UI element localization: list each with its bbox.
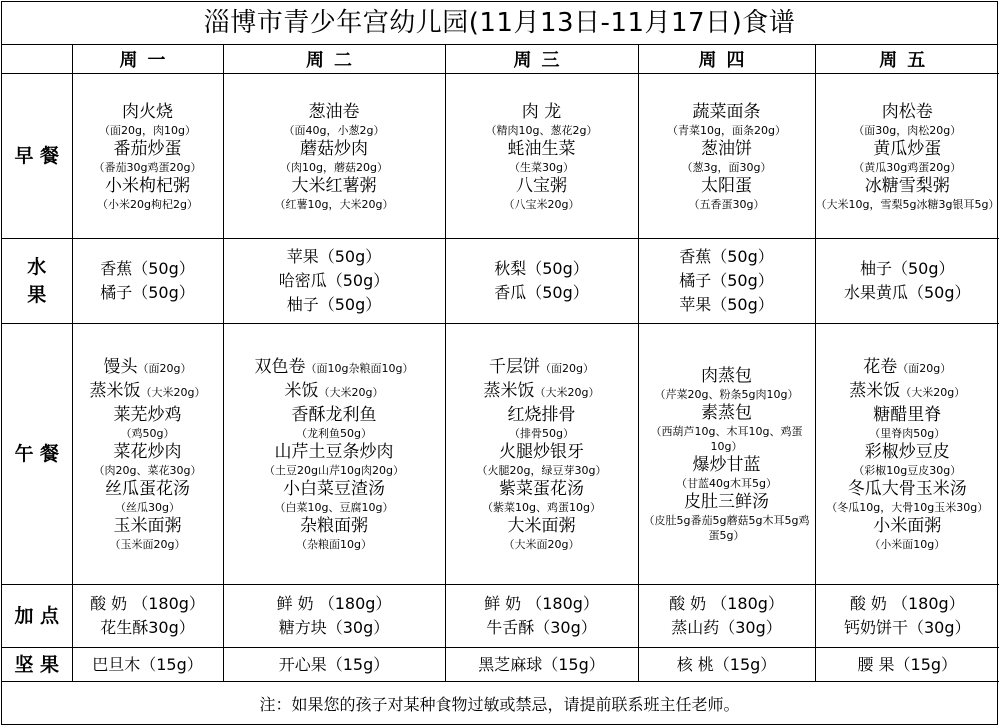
breakfast-mon — [72, 74, 223, 239]
dish-quantity: （紫菜10g、鸡蛋10g） — [482, 501, 601, 514]
dish-name: 彩椒炒豆皮 — [864, 442, 950, 462]
menu-item: 橘子（50g） — [100, 283, 195, 302]
dish-name: 葱油饼 — [701, 138, 752, 159]
menu-item: 蒸山药（30g） — [671, 618, 782, 637]
dish-quantity: （火腿20g，绿豆芽30g） — [476, 464, 607, 477]
dish-name: 大米红薯粥 — [291, 175, 377, 196]
fruit-row — [2, 239, 999, 324]
dish-quantity: （芹菜20g、粉条5g肉10g） — [654, 388, 799, 401]
menu-sheet — [1, 1, 998, 725]
menu-dish — [639, 175, 815, 197]
menu-dish — [73, 478, 223, 500]
dish-quantity: （排骨50g） — [509, 427, 574, 440]
dish-name: 莱芜炒鸡 — [113, 405, 182, 425]
menu-dish — [816, 138, 1000, 160]
menu-item: 花生酥30g） — [100, 618, 195, 637]
dish-name: 大米面粥 — [507, 516, 576, 536]
menu-dish — [816, 175, 1000, 197]
menu-dish — [816, 101, 1000, 123]
menu-dish — [73, 175, 223, 197]
breakfast-row — [2, 74, 999, 239]
menu-dish — [224, 101, 445, 123]
snack-row — [2, 585, 999, 648]
meal-label-snack: 加 点 — [2, 585, 72, 648]
nuts-mon: 巴旦木（15g） — [72, 648, 223, 682]
meal-label-breakfast: 早 餐 — [2, 74, 72, 239]
dish-quantity: （肉20g、菜花30g） — [93, 464, 202, 477]
dish-note: （大米20g） — [534, 386, 600, 399]
menu-dish — [224, 478, 445, 500]
menu-dish — [73, 101, 223, 123]
dish-quantity: （葱3g，面30g） — [681, 160, 772, 174]
dish-name: 玉米面粥 — [113, 516, 182, 536]
menu-item: 秋梨（50g） — [494, 259, 589, 278]
menu-dish — [816, 478, 1000, 500]
snack-tue — [223, 585, 445, 648]
page-title: 淄博市青少年宫幼儿园(11月13日-11月17日)食谱 — [2, 2, 997, 45]
menu-dish — [446, 515, 638, 537]
dish-name: 八宝粥 — [516, 175, 567, 196]
snack-thu — [638, 585, 815, 648]
meal-label-nuts: 坚 果 — [2, 648, 72, 682]
dish-quantity: （甘蓝40g木耳5g） — [676, 477, 777, 490]
dish-quantity: （黄瓜30g鸡蛋20g） — [853, 160, 962, 174]
menu-dish — [446, 138, 638, 160]
menu-dish — [816, 380, 1000, 404]
dish-quantity: （大米面20g） — [503, 538, 580, 551]
menu-item: 牛舌酥（30g） — [486, 618, 597, 637]
dish-name: 小米面粥 — [873, 516, 942, 536]
dish-name: 蔬菜面条 — [692, 101, 761, 122]
dish-name: 肉松卷 — [881, 101, 933, 122]
dish-quantity: （龙利鱼50g） — [296, 427, 372, 440]
menu-dish — [224, 356, 445, 380]
dish-name: 黄瓜炒蛋 — [873, 138, 942, 159]
dish-name: 肉火烧 — [122, 101, 173, 122]
dish-name: 小白菜豆渣汤 — [283, 479, 385, 499]
dish-name: 肉蒸包 — [701, 366, 752, 386]
menu-dish — [224, 380, 445, 404]
dish-name: 素蒸包 — [701, 403, 752, 423]
dish-quantity: （玉米面20g） — [109, 538, 186, 551]
dish-quantity: （彩椒10g豆皮30g） — [853, 464, 962, 477]
dish-name: 杂粮面粥 — [300, 516, 368, 536]
dish-name: 红烧排骨 — [507, 405, 576, 425]
menu-dish — [73, 441, 223, 463]
dish-name: 花卷 — [863, 357, 898, 377]
dish-quantity: （小米面10g） — [869, 538, 946, 551]
breakfast-fri — [815, 74, 999, 239]
dish-quantity: （丝瓜30g） — [115, 501, 180, 514]
menu-dish — [639, 101, 815, 123]
menu-item: 香瓜（50g） — [494, 283, 589, 302]
header-row — [2, 45, 999, 74]
fruit-thu — [638, 239, 815, 324]
menu-item: 酸 奶 （180g） — [849, 594, 965, 613]
dish-quantity: （八宝米20g） — [503, 197, 580, 211]
dish-quantity: （西葫芦10g、木耳10g、鸡蛋10g） — [650, 425, 803, 453]
meal-label-fruit: 水 果 — [2, 239, 72, 324]
corner-cell — [2, 45, 72, 74]
dish-name: 米饭 — [284, 381, 319, 401]
dish-name: 皮肚三鲜汤 — [684, 492, 769, 512]
dish-name: 山芹土豆条炒肉 — [274, 442, 394, 462]
breakfast-thu — [638, 74, 815, 239]
menu-item: 酸 奶 （180g） — [90, 594, 205, 613]
lunch-mon — [72, 324, 223, 585]
dish-quantity: （面20g，肉10g） — [99, 123, 196, 137]
fruit-tue — [223, 239, 445, 324]
dish-quantity: （鸡50g） — [120, 427, 175, 440]
dish-quantity: （红薯10g，大米20g） — [274, 197, 394, 211]
dish-quantity: （精肉10g、葱花2g） — [485, 123, 598, 137]
dish-name: 蒸米饭 — [483, 381, 535, 401]
menu-dish — [639, 454, 815, 476]
menu-dish — [446, 101, 638, 123]
menu-dish — [446, 441, 638, 463]
menu-dish — [639, 491, 815, 513]
menu-dish — [816, 441, 1000, 463]
dish-note: （大米20g） — [140, 386, 206, 399]
nuts-fri: 腰 果（15g） — [815, 648, 999, 682]
snack-mon — [72, 585, 223, 648]
menu-dish — [816, 404, 1000, 426]
menu-dish — [446, 404, 638, 426]
menu-dish — [224, 175, 445, 197]
menu-item: 水果黄瓜（50g） — [843, 283, 971, 302]
day-header-thu: 周四 — [638, 45, 815, 74]
dish-name: 太阳蛋 — [701, 175, 752, 196]
menu-dish — [446, 478, 638, 500]
dish-note: （大米20g） — [900, 386, 966, 399]
dish-name: 紫菜蛋花汤 — [499, 479, 584, 499]
dish-name: 冰糖雪梨粥 — [864, 175, 950, 196]
menu-dish — [73, 515, 223, 537]
menu-dish — [73, 356, 223, 380]
menu-item: 鲜 奶 （180g） — [276, 594, 392, 613]
dish-name: 香酥龙利鱼 — [291, 405, 377, 425]
menu-item: 鲜 奶 （180g） — [484, 594, 599, 613]
dish-name: 小米枸杞粥 — [105, 175, 190, 196]
dish-name: 蒸米饭 — [849, 381, 901, 401]
menu-dish — [73, 380, 223, 404]
menu-dish — [816, 356, 1000, 380]
menu-item: 哈密瓜（50g） — [278, 271, 390, 290]
menu-item: 酸 奶 （180g） — [669, 594, 784, 613]
menu-item: 橘子（50g） — [679, 271, 774, 290]
menu-item: 柚子（50g） — [286, 295, 382, 314]
dish-quantity: （里脊肉50g） — [869, 427, 946, 440]
menu-dish — [224, 441, 445, 463]
menu-dish — [639, 365, 815, 387]
meal-label-lunch: 午 餐 — [2, 324, 72, 585]
dish-quantity: （肉10g，蘑菇20g） — [280, 160, 388, 174]
dish-quantity: （面30g，肉松20g） — [853, 123, 962, 137]
dish-name: 番茄炒蛋 — [113, 138, 182, 159]
dish-quantity: （面40g，小葱2g） — [283, 123, 385, 137]
menu-dish — [73, 404, 223, 426]
menu-dish — [816, 515, 1000, 537]
dish-note: （面10g杂粮面10g） — [305, 362, 414, 375]
menu-dish — [224, 404, 445, 426]
dish-quantity: （青菜10g，面条20g） — [667, 123, 786, 137]
dish-name: 糖醋里脊 — [873, 405, 942, 425]
menu-dish — [446, 356, 638, 380]
dish-name: 千层饼 — [489, 357, 540, 377]
menu-item: 糖方块（30g） — [278, 618, 390, 637]
menu-item: 香蕉（50g） — [679, 247, 774, 266]
menu-dish — [224, 515, 445, 537]
snack-wed — [445, 585, 638, 648]
dish-quantity: （生菜30g） — [509, 160, 574, 174]
fruit-mon — [72, 239, 223, 324]
day-header-wed: 周三 — [445, 45, 638, 74]
dish-quantity: （皮肚5g番茄5g蘑菇5g木耳5g鸡蛋5g） — [643, 514, 810, 542]
dish-name: 双色卷 — [254, 357, 306, 377]
dish-note: （面20g） — [137, 362, 192, 375]
menu-dish — [639, 402, 815, 424]
dish-note: （面20g） — [540, 362, 594, 375]
breakfast-tue — [223, 74, 445, 239]
lunch-fri — [815, 324, 999, 585]
dish-quantity: （小米20g枸杞2g） — [97, 197, 198, 211]
lunch-wed — [445, 324, 638, 585]
menu-item: 香蕉（50g） — [100, 259, 195, 278]
dish-name: 蘑菇炒肉 — [300, 138, 368, 159]
snack-fri — [815, 585, 999, 648]
dish-quantity: （五香蛋30g） — [688, 197, 765, 211]
dish-quantity: （大米10g，雪梨5g冰糖3g银耳5g） — [815, 197, 999, 211]
dish-quantity: （白菜10g、豆腐10g） — [274, 501, 394, 514]
dish-note: （面20g） — [897, 362, 952, 375]
nuts-tue: 开心果（15g） — [223, 648, 445, 682]
day-header-tue: 周二 — [223, 45, 445, 74]
fruit-fri — [815, 239, 999, 324]
dish-name: 馒头 — [103, 357, 138, 377]
dish-name: 丝瓜蛋花汤 — [105, 479, 190, 499]
nuts-thu: 核 桃（15g） — [638, 648, 815, 682]
dish-name: 冬瓜大骨玉米汤 — [847, 479, 967, 499]
menu-item: 钙奶饼干（30g） — [843, 618, 971, 637]
menu-item: 苹果（50g） — [286, 247, 382, 266]
dish-name: 肉 龙 — [521, 101, 562, 122]
lunch-row — [2, 324, 999, 585]
menu-dish — [446, 380, 638, 404]
day-header-fri: 周五 — [815, 45, 999, 74]
dish-quantity: （土豆20g山芹10g肉20g） — [264, 464, 404, 477]
dish-name: 爆炒甘蓝 — [692, 455, 761, 475]
menu-dish — [639, 138, 815, 160]
dish-quantity: （番茄30g鸡蛋20g） — [93, 160, 202, 174]
nuts-row — [2, 648, 999, 682]
menu-dish — [224, 138, 445, 160]
dish-name: 火腿炒银牙 — [499, 442, 584, 462]
day-header-mon: 周一 — [72, 45, 223, 74]
dish-name: 葱油卷 — [308, 101, 360, 122]
menu-dish — [73, 138, 223, 160]
dish-name: 蚝油生菜 — [507, 138, 576, 159]
menu-dish — [446, 175, 638, 197]
dish-name: 蒸米饭 — [89, 381, 141, 401]
breakfast-wed — [445, 74, 638, 239]
allergy-note: 注：如果您的孩子对某种食物过敏或禁忌，请提前联系班主任老师。 — [259, 695, 740, 714]
lunch-thu — [638, 324, 815, 585]
dish-note: （大米20g） — [318, 386, 384, 399]
dish-quantity: （杂粮面10g） — [296, 538, 372, 551]
lunch-tue — [223, 324, 445, 585]
menu-item: 柚子（50g） — [859, 259, 955, 278]
nuts-wed: 黑芝麻球（15g） — [445, 648, 638, 682]
menu-item: 苹果（50g） — [679, 295, 774, 314]
dish-name: 菜花炒肉 — [113, 442, 182, 462]
dish-quantity: （冬瓜10g，大骨10g玉米30g） — [826, 501, 989, 514]
menu-table — [2, 45, 999, 682]
fruit-wed — [445, 239, 638, 324]
